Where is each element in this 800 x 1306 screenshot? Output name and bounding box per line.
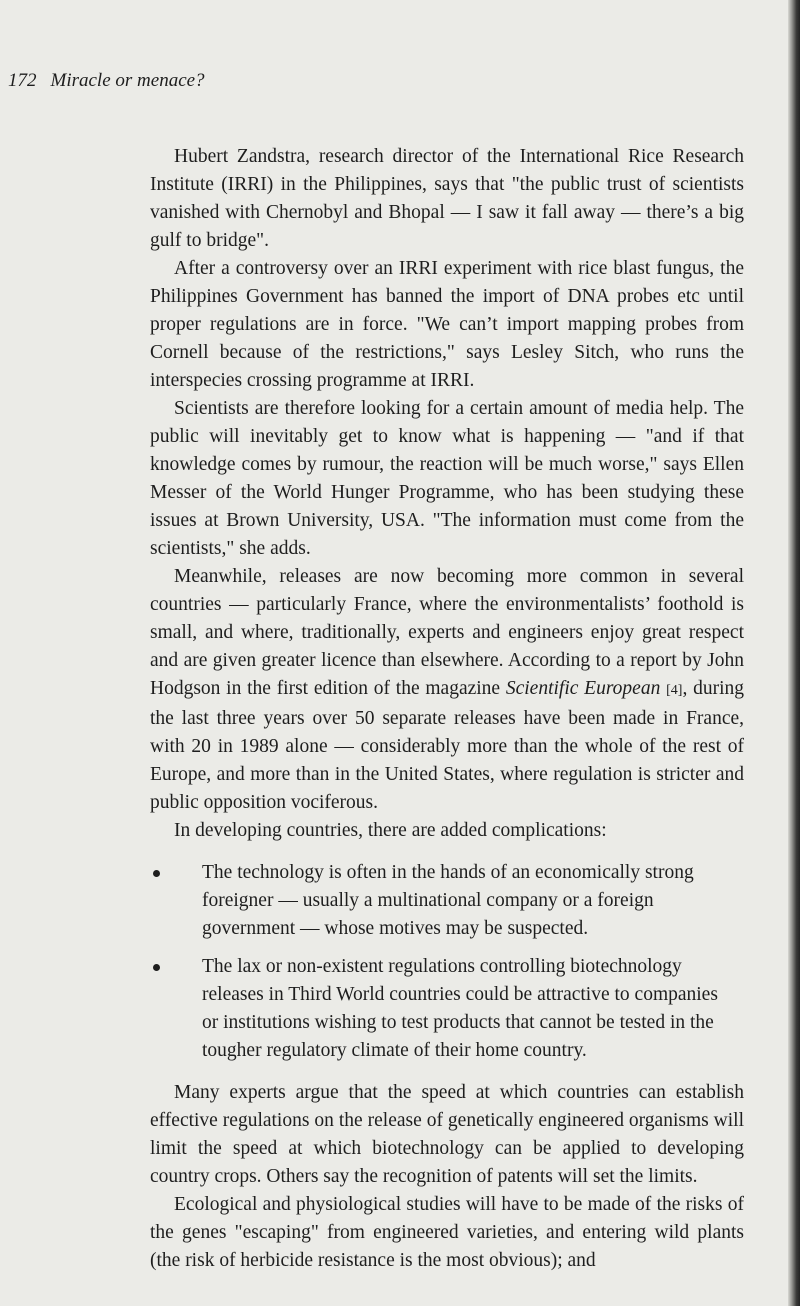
paragraph-ecological-studies: Ecological and physiological studies will have to be made of the risks of the genes "escaping" from engineered varieties, and entering wild plants (the risk of herbicide resistance is the most obvious); and xyxy=(150,1194,744,1271)
paragraph-regulation-speed: Many experts argue that the speed at which countries can establish effective regulations on the release of genetically engineered organisms will limit the speed at which biotechnology can be applied to developing country crops. Others say the recognition of patents will set the limits. xyxy=(150,1082,744,1187)
magazine-title: Scientific European xyxy=(505,678,661,699)
paragraph-irri-controversy: After a controversy over an IRRI experiment with rice blast fungus, the Philippines Government has banned the import of DNA probes etc until proper regulations are in force. "We can’t import mapping probes from Cornell because of the restrictions," says Lesley Sitch, who runs the interspecies crossing programme at IRRI. xyxy=(150,258,744,391)
page-binding-edge xyxy=(788,0,800,1306)
paragraph-france-releases xyxy=(150,563,744,817)
page-number: 172 xyxy=(8,70,37,91)
paragraph-developing-intro: In developing countries, there are added complications: xyxy=(174,820,607,841)
running-title: Miracle or menace? xyxy=(50,70,205,91)
list-item-text: The lax or non-existent regulations controlling biotechnology releases in Third World countries could be attractive to companies or institutions wishing to test products that cannot be tested in the tougher regulatory climate of their home country. xyxy=(202,956,718,1061)
list-item xyxy=(150,953,744,1065)
list-item-text: The technology is often in the hands of an economically strong foreigner — usually a multinational company or a foreign government — whose motives may be suspected. xyxy=(202,862,694,939)
france-text-after: , during the last three years over 50 separate releases have been made in France, with 20 in 1989 alone — considerably more than the whole of the rest of Europe, and more than in the United States, where regulation is stricter and public opposition vociferous. xyxy=(150,678,744,813)
france-text-before: Meanwhile, releases are now becoming more common in several countries — particularly France, where the environmentalists’ foothold is small, and where, traditionally, experts and engineers enjoy great respect and are given greater licence than elsewhere. According to a report by John Hodgson in the first edition of the magazine xyxy=(150,566,744,699)
paragraph-media-help: Scientists are therefore looking for a certain amount of media help. The public will inevitably get to know what is happening — "and if that knowledge comes by rumour, the reaction will be much worse," says Ellen Messer of the World Hunger Programme, who has been studying these issues at Brown University, USA. "The information must come from the scientists," she adds. xyxy=(150,398,744,559)
reference-marker: [4] xyxy=(666,683,683,698)
running-header xyxy=(8,69,205,93)
paragraph-zandstra: Hubert Zandstra, research director of the International Rice Research Institute (IRRI) in the Philippines, says that "the public trust of scientists vanished with Chernobyl and Bhopal — I saw it fall away — there’s a big gulf to bridge". xyxy=(150,146,744,251)
bullet-icon xyxy=(153,964,160,971)
complications-list xyxy=(150,859,744,1065)
bullet-icon xyxy=(153,870,160,877)
list-item xyxy=(150,859,744,943)
body-text xyxy=(150,143,744,1275)
